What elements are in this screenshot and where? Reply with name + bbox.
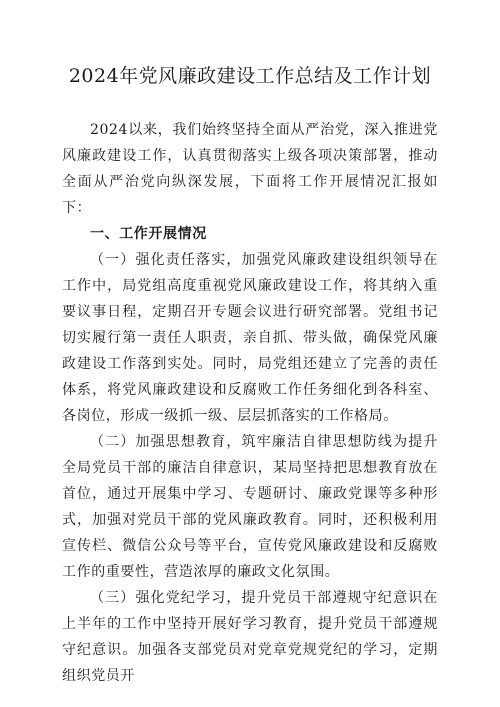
paragraph-ideological-education: （二）加强思想教育，筑牢廉洁自律思想防线为提升全局党员干部的廉洁自律意识，某局坚持把思想教育放在首位，通过开展集中学习、专题研讨、廉政党课等多种形式，加强对党员干部的党风廉政教育。同时，还积极利用宣传栏、微信公众号等平台，宣传党风廉政建设和反腐败工作的重要性，营造浓厚的廉政文化氛围。 xyxy=(62,434,438,580)
paragraph-discipline-study: （三）强化党纪学习，提升党员干部遵规守纪意识在上半年的工作中坚持开展好学习教育，提升党员干部遵规守纪意识。加强各支部党员对党章党规党纪的学习，定期组织党员开 xyxy=(62,590,438,684)
document-body xyxy=(62,117,438,689)
section-heading-work-status: 一、工作开展情况 xyxy=(90,226,207,242)
intro-paragraph: 2024以来，我们始终坚持全面从严治党，深入推进党风廉政建设工作，认真贯彻落实上级各项决策部署，推动全面从严治党向纵深发展，下面将工作开展情况汇报如下： xyxy=(62,122,438,216)
document-title: 2024年党风廉政建设工作总结及工作计划 xyxy=(68,65,432,87)
paragraph-responsibility: （一）强化责任落实，加强党风廉政建设组织领导在工作中，局党组高度重视党风廉政建设工作，将其纳入重要议事日程，定期召开专题会议进行研究部署。党组书记切实履行第一责任人职责，亲自抓、带头做，确保党风廉政建设工作落到实处。同时，局党组还建立了完善的责任体系，将党风廉政建设和反腐败工作任务细化到各科室、各岗位，形成一级抓一级、层层抓落实的工作格局。 xyxy=(62,252,438,424)
